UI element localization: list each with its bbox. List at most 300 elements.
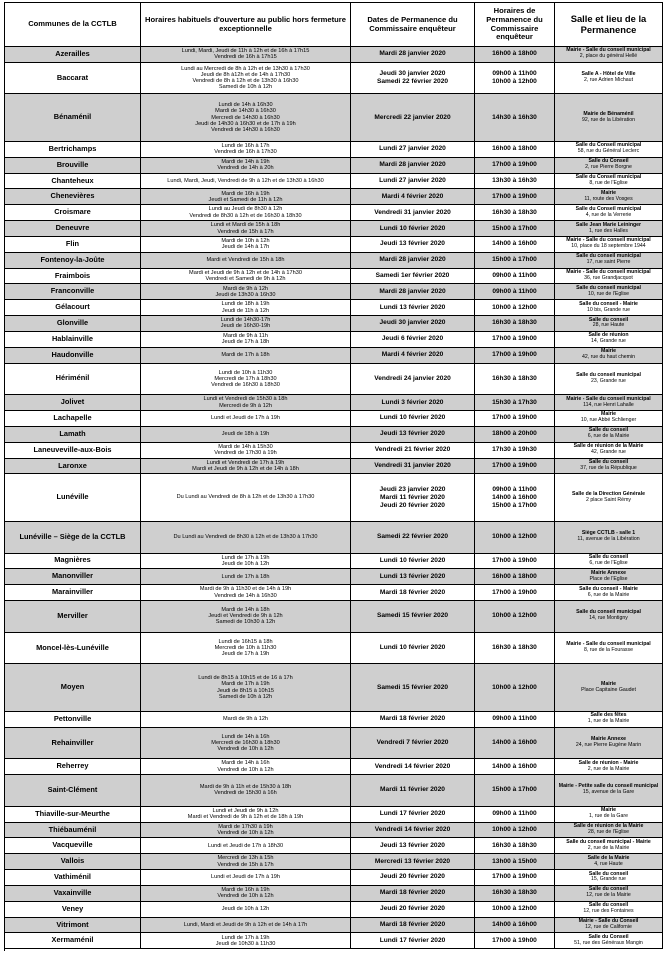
opening-hours	[141, 712, 351, 728]
opening-hours-line: Vendredi de 15h à 17h	[217, 228, 274, 235]
opening-hours-line: Mardi de 14h à 15h30	[218, 443, 273, 450]
opening-hours-line: Mardi de 14h à 19h	[221, 158, 270, 165]
opening-hours-line: Lundi et Jeudi de 17h à 19h	[210, 415, 281, 422]
location-room: Salle de réunion de la Mairie	[573, 823, 644, 830]
location-address: 2, rue Adrien Michaut	[583, 77, 634, 84]
opening-hours	[141, 759, 351, 775]
location-room: Salle du conseil - Mairie	[579, 300, 638, 307]
permanence-location	[555, 522, 663, 554]
permanence-times	[475, 237, 555, 253]
location-address: 10, place du 18 septembre 1944	[571, 243, 646, 250]
permanence-dates	[351, 300, 475, 316]
permanence-times	[475, 633, 555, 665]
location-room: Salle A - Hôtel de Ville	[581, 71, 636, 78]
opening-hours	[141, 633, 351, 665]
opening-hours-line: Jeudi de 17h à 19h	[221, 651, 270, 658]
permanence-times	[475, 712, 555, 728]
permanence-date: Lundi 10 février 2020	[379, 414, 446, 422]
permanence-time: 15h00 à 17h00	[492, 786, 537, 794]
opening-hours-line: Lundi au Mercredi de 8h à 12h et de 13h30 à 17h30	[181, 65, 310, 72]
permanence-location	[555, 838, 663, 854]
permanence-date: Jeudi 20 février 2020	[380, 501, 445, 509]
commune-name: Chanteheux	[5, 174, 141, 190]
commune-name: Moncel-lès-Lunéville	[5, 633, 141, 665]
commune-name: Pettonville	[5, 712, 141, 728]
permanence-date: Mardi 4 février 2020	[381, 351, 444, 359]
permanence-location	[555, 253, 663, 269]
permanence-dates	[351, 522, 475, 554]
permanence-times	[475, 348, 555, 364]
opening-hours-line: Lundi de 16h15 à 18h	[218, 638, 273, 645]
permanence-dates	[351, 554, 475, 570]
location-room: Mairie - Salle du conseil municipal	[566, 47, 651, 54]
permanence-time: 10h00 à 12h00	[492, 78, 537, 86]
permanence-dates	[351, 585, 475, 601]
location-room: Mairie	[601, 680, 616, 687]
permanence-location	[555, 933, 663, 949]
location-address: 114, rue Henri Lahalle	[583, 401, 634, 408]
commune-name: Vacqueville	[5, 838, 141, 854]
opening-hours	[141, 348, 351, 364]
location-room: Salle des fêtes	[590, 712, 627, 719]
permanence-date: Lundi 27 janvier 2020	[379, 145, 446, 153]
permanence-times	[475, 775, 555, 807]
permanence-date: Lundi 13 février 2020	[379, 303, 446, 311]
permanence-dates	[351, 269, 475, 285]
header-horaires: Horaires habituels d'ouverture au public hors fermeture exceptionnelle	[141, 3, 351, 47]
location-address: 1, rue de la Gare	[589, 813, 628, 820]
permanence-dates	[351, 395, 475, 411]
permanence-date: Vendredi 14 février 2020	[374, 825, 451, 833]
permanence-date: Samedi 15 février 2020	[376, 683, 449, 691]
commune-name: Brouville	[5, 158, 141, 174]
permanence-times	[475, 823, 555, 839]
permanence-location	[555, 474, 663, 521]
opening-hours-line: Lundi de 17h à 19h	[221, 554, 270, 561]
opening-hours-line: Lundi de 14h30-17h	[220, 317, 271, 324]
permanence-times	[475, 142, 555, 158]
permanence-dates	[351, 728, 475, 760]
commune-name: Fontenoy-la-Joûte	[5, 253, 141, 269]
permanence-time: 17h00 à 19h00	[492, 351, 537, 359]
permanence-date: Lundi 27 janvier 2020	[379, 177, 446, 185]
permanence-location	[555, 870, 663, 886]
permanence-dates	[351, 664, 475, 711]
opening-hours	[141, 316, 351, 332]
location-address: 42, rue du haut chemin	[581, 354, 636, 361]
permanence-times	[475, 522, 555, 554]
permanence-time: 10h00 à 12h00	[492, 905, 537, 913]
permanence-time: 16h30 à 18h30	[492, 841, 537, 849]
location-address: 8, rue de l'Eglise	[589, 180, 628, 187]
opening-hours	[141, 300, 351, 316]
location-room: Salle Jean Marie Leininger	[575, 221, 642, 228]
permanence-dates	[351, 63, 475, 95]
opening-hours-line: Mardi de 9h à 12h	[222, 716, 269, 723]
opening-hours	[141, 601, 351, 633]
location-room: Salle du conseil municipal	[576, 371, 641, 378]
permanence-time: 17h00 à 19h00	[492, 936, 537, 944]
permanence-dates	[351, 886, 475, 902]
opening-hours-line: Mardi et Jeudi de 9h à 12h et de 14h à 18h	[192, 465, 299, 472]
opening-hours-line: Lundi de 17h à 18h	[221, 573, 270, 580]
permanence-location	[555, 284, 663, 300]
permanence-times	[475, 395, 555, 411]
opening-hours-line: Samedi de 10h à 12h	[218, 693, 273, 700]
location-address: 17, rue saint Pierre	[586, 259, 631, 266]
commune-name: Magnières	[5, 554, 141, 570]
permanence-times	[475, 94, 555, 141]
opening-hours-line: Vendredi de 10h à 12h	[217, 746, 274, 753]
commune-name: Gélacourt	[5, 300, 141, 316]
opening-hours-line: Lundi au Jeudi de 8h30 à 12h	[208, 206, 283, 213]
permanence-date: Mardi 4 février 2020	[381, 192, 444, 200]
opening-hours	[141, 63, 351, 95]
permanence-times	[475, 838, 555, 854]
header-heures: Horaires de Permanence du Commissaire enquêteur	[475, 3, 555, 47]
permanence-location	[555, 554, 663, 570]
permanence-location	[555, 411, 663, 427]
opening-hours-line: Mardi de 14h à 18h	[221, 606, 270, 613]
permanence-dates	[351, 933, 475, 949]
opening-hours	[141, 47, 351, 63]
location-address: 8, rue de la Fourasse	[583, 646, 634, 653]
permanence-date: Lundi 17 février 2020	[379, 810, 446, 818]
commune-name: Laneuveville-aux-Bois	[5, 443, 141, 459]
opening-hours	[141, 158, 351, 174]
opening-hours-line: Vendredi de 17h30 à 19h	[214, 450, 277, 457]
commune-name: Azerailles	[5, 47, 141, 63]
permanence-dates	[351, 411, 475, 427]
permanence-location	[555, 47, 663, 63]
location-room: Salle du conseil - Mairie	[579, 585, 638, 592]
permanence-location	[555, 664, 663, 711]
permanence-times	[475, 664, 555, 711]
permanence-location	[555, 427, 663, 443]
permanence-dates	[351, 569, 475, 585]
location-address: 24, rue Pierre Eugène Marin	[575, 741, 642, 748]
commune-name: Haudonville	[5, 348, 141, 364]
location-address: Place Capitaine Gaudet	[581, 686, 636, 693]
permanence-time: 13h00 à 15h00	[492, 857, 537, 865]
opening-hours	[141, 411, 351, 427]
permanence-time: 15h00 à 17h00	[492, 224, 537, 232]
opening-hours-line: Vendredi de 16h à 17h15	[214, 54, 277, 61]
permanence-time: 10h00 à 12h00	[492, 533, 537, 541]
location-address: 12, rue de Californie	[585, 923, 632, 930]
location-address: 92, rue de la Libération	[581, 116, 636, 123]
opening-hours-line: Vendredi de 10h à 12h	[217, 829, 274, 836]
permanence-dates	[351, 427, 475, 443]
opening-hours-line: Jeudi de 10h à 12h	[221, 560, 270, 567]
permanence-location	[555, 348, 663, 364]
commune-name: Glonville	[5, 316, 141, 332]
permanence-time: 15h00 à 17h00	[492, 256, 537, 264]
permanence-table	[4, 2, 663, 951]
location-room: Mairie - Salle du conseil municipal	[566, 237, 651, 244]
location-room: Salle de réunion - Mairie	[578, 759, 639, 766]
permanence-location	[555, 569, 663, 585]
opening-hours-line: Mardi de 9h à 12h	[222, 285, 269, 292]
permanence-location	[555, 443, 663, 459]
permanence-dates	[351, 47, 475, 63]
permanence-date: Samedi 1er février 2020	[375, 271, 450, 279]
permanence-time: 16h30 à 18h30	[492, 643, 537, 651]
permanence-time: 16h00 à 18h00	[492, 50, 537, 58]
permanence-date: Samedi 22 février 2020	[376, 533, 449, 541]
commune-name: Fraimbois	[5, 269, 141, 285]
permanence-time: 10h00 à 12h00	[492, 683, 537, 691]
location-room: Salle du conseil	[588, 553, 629, 560]
opening-hours	[141, 569, 351, 585]
permanence-date: Mardi 11 février 2020	[380, 786, 445, 794]
opening-hours-line: Lundi de 18h à 19h	[221, 301, 270, 308]
permanence-date: Jeudi 20 février 2020	[380, 873, 445, 881]
permanence-dates	[351, 94, 475, 141]
commune-name: Lunéville	[5, 474, 141, 521]
permanence-date: Lundi 3 février 2020	[381, 398, 444, 406]
permanence-times	[475, 174, 555, 190]
permanence-dates	[351, 253, 475, 269]
opening-hours	[141, 933, 351, 949]
location-address: 11, route des Vosges	[584, 195, 633, 202]
commune-name: Lachapelle	[5, 411, 141, 427]
location-address: 4, rue Haute	[594, 860, 623, 867]
location-address: 2, rue de la Mairie	[587, 765, 630, 772]
commune-name: Vaxainville	[5, 886, 141, 902]
permanence-times	[475, 427, 555, 443]
opening-hours-line: Mardi de 14h30 à 16h30	[215, 108, 276, 115]
permanence-time: 14h00 à 16h00	[492, 493, 537, 501]
permanence-time: 17h00 à 19h00	[492, 161, 537, 169]
permanence-dates	[351, 633, 475, 665]
permanence-location	[555, 759, 663, 775]
location-room: Siège CCTLB - salle 1	[581, 530, 636, 537]
opening-hours-line: Du Lundi au Vendredi de 8h30 à 12h et de 13h30 à 17h30	[173, 534, 318, 541]
permanence-date: Jeudi 13 février 2020	[380, 240, 445, 248]
opening-hours	[141, 554, 351, 570]
permanence-times	[475, 284, 555, 300]
commune-name: Vitrimont	[5, 918, 141, 934]
opening-hours-line: Jeudi de 17h à 18h	[221, 339, 270, 346]
opening-hours-line: Lundi et Mardi de 15h à 18h	[210, 222, 281, 229]
permanence-times	[475, 854, 555, 870]
opening-hours-line: Mardi de 16h à 19h	[221, 190, 270, 197]
permanence-date: Mercredi 13 février 2020	[374, 857, 451, 865]
opening-hours-line: Lundi de 14h à 16h30	[218, 102, 273, 109]
permanence-location	[555, 918, 663, 934]
location-room: Mairie	[601, 411, 616, 418]
location-address: 6, rue de l'Eglise	[589, 559, 628, 566]
location-address: 10, rue de l'Eglise	[587, 290, 630, 297]
permanence-times	[475, 364, 555, 396]
permanence-date: Mardi 28 janvier 2020	[379, 287, 446, 295]
permanence-location	[555, 728, 663, 760]
permanence-location	[555, 775, 663, 807]
opening-hours-line: Samedi de 10h à 12h	[218, 84, 273, 91]
location-room: Mairie - Salle du conseil municipal	[566, 269, 651, 276]
location-address: 15, avenue de la Gare	[582, 789, 635, 796]
opening-hours-line: Lundi de 16h à 17h	[221, 143, 270, 150]
location-room: Mairie Annexe	[591, 735, 626, 742]
permanence-location	[555, 364, 663, 396]
commune-name: Lamath	[5, 427, 141, 443]
permanence-date: Mardi 18 février 2020	[379, 715, 446, 723]
commune-name: Rehainviller	[5, 728, 141, 760]
commune-name: Lunéville – Siège de la CCTLB	[5, 522, 141, 554]
permanence-location	[555, 332, 663, 348]
permanence-time: 17h00 à 19h00	[492, 588, 537, 596]
location-room: Salle de réunion de la Mairie	[573, 443, 644, 450]
permanence-time: 10h00 à 12h00	[492, 825, 537, 833]
permanence-times	[475, 221, 555, 237]
permanence-times	[475, 554, 555, 570]
commune-name: Vathiménil	[5, 870, 141, 886]
header-dates: Dates de Permanence du Commissaire enquêteur	[351, 3, 475, 47]
permanence-dates	[351, 364, 475, 396]
opening-hours-line: Lundi de 14h à 16h	[221, 733, 270, 740]
permanence-times	[475, 459, 555, 475]
permanence-location	[555, 316, 663, 332]
permanence-date: Lundi 10 février 2020	[379, 556, 446, 564]
opening-hours-line: Vendredi de 14h à 20h	[217, 165, 274, 172]
permanence-time: 13h30 à 16h30	[492, 177, 537, 185]
location-address: 51, rue des Généraux Mangin	[574, 939, 643, 946]
opening-hours-line: Jeudi de 10h à 12h	[221, 906, 270, 912]
permanence-location	[555, 269, 663, 285]
permanence-time: 14h00 à 16h00	[492, 738, 537, 746]
location-address: 1, rue des Halles	[589, 227, 628, 234]
opening-hours	[141, 838, 351, 854]
permanence-times	[475, 443, 555, 459]
location-room: Salle du conseil municipal	[576, 253, 641, 260]
permanence-location	[555, 142, 663, 158]
permanence-dates	[351, 474, 475, 521]
opening-hours-line: Lundi, Mardi, Jeudi, Vendredi de 9h à 12h et de 13h30 à 16h30	[167, 177, 324, 184]
opening-hours	[141, 174, 351, 190]
opening-hours-line: Vendredi de 16h à 17h30	[214, 149, 277, 156]
opening-hours-line: Jeudi de 14h à 17h	[221, 244, 270, 251]
permanence-location	[555, 601, 663, 633]
opening-hours-line: Jeudi de 10h30 à 11h30	[215, 940, 276, 947]
opening-hours-line: Mercredi de 16h30 à 18h30	[211, 739, 280, 746]
permanence-date: Mardi 28 janvier 2020	[379, 161, 446, 169]
opening-hours-line: Lundi, Mardi et Jeudi de 9h à 12h et de 14h à 17h	[183, 921, 308, 928]
location-room: Salle du conseil	[588, 902, 629, 909]
permanence-location	[555, 237, 663, 253]
opening-hours-line: Lundi, Mardi, Jeudi de 11h à 12h et de 16h à 17h15	[181, 48, 310, 55]
commune-name: Merviller	[5, 601, 141, 633]
opening-hours	[141, 284, 351, 300]
permanence-time: 15h00 à 17h00	[492, 501, 537, 509]
permanence-date: Mardi 28 janvier 2020	[379, 50, 446, 58]
opening-hours-line: Mardi de 10h à 12h	[221, 238, 270, 245]
opening-hours-line: Vendredi de 8h à 12h et de 13h30 à 16h30	[192, 78, 299, 85]
opening-hours-line: Mardi et Jeudi de 9h à 12h et de 14h à 17h30	[189, 269, 302, 276]
opening-hours	[141, 728, 351, 760]
permanence-dates	[351, 443, 475, 459]
location-room: Mairie - Salle du Conseil	[578, 917, 639, 924]
opening-hours-line: Jeudi de 13h30 à 16h30	[215, 291, 276, 298]
permanence-times	[475, 886, 555, 902]
opening-hours-line: Samedi de 10h30 à 12h	[215, 619, 276, 626]
location-address: 11, avenue de la Libération	[577, 536, 640, 543]
opening-hours-line: Mardi de 17h à 18h	[221, 352, 270, 359]
permanence-times	[475, 253, 555, 269]
commune-name: Reherrey	[5, 759, 141, 775]
permanence-time: 16h00 à 18h00	[492, 572, 537, 580]
location-address: 4, rue de la Verrerie	[585, 211, 632, 218]
opening-hours-line: Mercredi de 14h30 à 16h30	[211, 114, 280, 121]
permanence-location	[555, 854, 663, 870]
opening-hours-line: Jeudi de 14h30 à 16h30 et de 17h à 19h	[195, 120, 296, 127]
opening-hours-line: Mardi de 17h à 19h	[221, 681, 270, 688]
location-address: 15, Grande rue	[591, 876, 626, 883]
permanence-date: Vendredi 24 janvier 2020	[374, 374, 451, 382]
permanence-dates	[351, 332, 475, 348]
opening-hours-line: Du Lundi au Vendredi de 8h à 12h et de 13h30 à 17h30	[176, 494, 315, 501]
location-room: Mairie de Bénaménil	[583, 110, 634, 117]
opening-hours	[141, 364, 351, 396]
location-room: Salle du Conseil	[588, 158, 629, 165]
opening-hours	[141, 94, 351, 141]
permanence-date: Jeudi 13 février 2020	[380, 841, 445, 849]
header-commune: Communes de la CCTLB	[5, 3, 141, 47]
permanence-times	[475, 759, 555, 775]
permanence-location	[555, 94, 663, 141]
opening-hours	[141, 522, 351, 554]
permanence-time: 09h00 à 11h00	[492, 715, 537, 723]
location-address: 14, rue Montigny	[589, 615, 628, 622]
commune-name: Chenevières	[5, 189, 141, 205]
opening-hours-line: Lundi et Jeudi de 17h à 19h	[210, 874, 281, 881]
location-room: Mairie - Salle du conseil municipal	[566, 395, 651, 402]
opening-hours	[141, 443, 351, 459]
opening-hours-line: Mardi de 9h à 11h et de 15h30 à 18h	[199, 784, 292, 791]
location-room: Salle du Conseil	[588, 933, 629, 940]
location-room: Salle du conseil	[588, 427, 629, 434]
permanence-times	[475, 63, 555, 95]
opening-hours	[141, 189, 351, 205]
permanence-times	[475, 300, 555, 316]
location-room: Salle du Conseil municipal	[575, 142, 642, 149]
location-room: Salle du Conseil municipal	[575, 174, 642, 181]
opening-hours-line: Mardi de 9h à 11h	[223, 333, 268, 340]
location-address: 12, rue de la Mairie	[586, 892, 631, 899]
permanence-date: Lundi 13 février 2020	[379, 572, 446, 580]
location-address: 10, rue Abbé Schlienger	[580, 417, 637, 424]
commune-name: Croismare	[5, 205, 141, 221]
opening-hours-line: Vendredi de 15h à 17h	[217, 861, 274, 868]
permanence-time: 09h00 à 11h00	[492, 287, 537, 295]
permanence-time: 09h00 à 11h00	[492, 810, 537, 818]
permanence-location	[555, 902, 663, 918]
permanence-location	[555, 807, 663, 823]
commune-name: Hériménil	[5, 364, 141, 396]
opening-hours	[141, 142, 351, 158]
opening-hours-line: Jeudi de 18h à 19h	[221, 431, 270, 438]
permanence-date: Jeudi 20 février 2020	[380, 905, 445, 913]
permanence-dates	[351, 174, 475, 190]
opening-hours-line: Mardi de 16h à 19h	[221, 887, 270, 894]
opening-hours-line: Jeudi de 11h à 12h	[221, 307, 270, 314]
location-address: 23, Grande rue	[591, 377, 626, 384]
commune-name: Franconville	[5, 284, 141, 300]
opening-hours-line: Mercredi de 17h à 18h30	[214, 375, 277, 382]
location-room: Salle de la Direction Générale	[572, 490, 645, 497]
location-address: 28, rue Haute	[592, 322, 625, 329]
location-address: 6, rue de la Mairie	[587, 433, 630, 440]
